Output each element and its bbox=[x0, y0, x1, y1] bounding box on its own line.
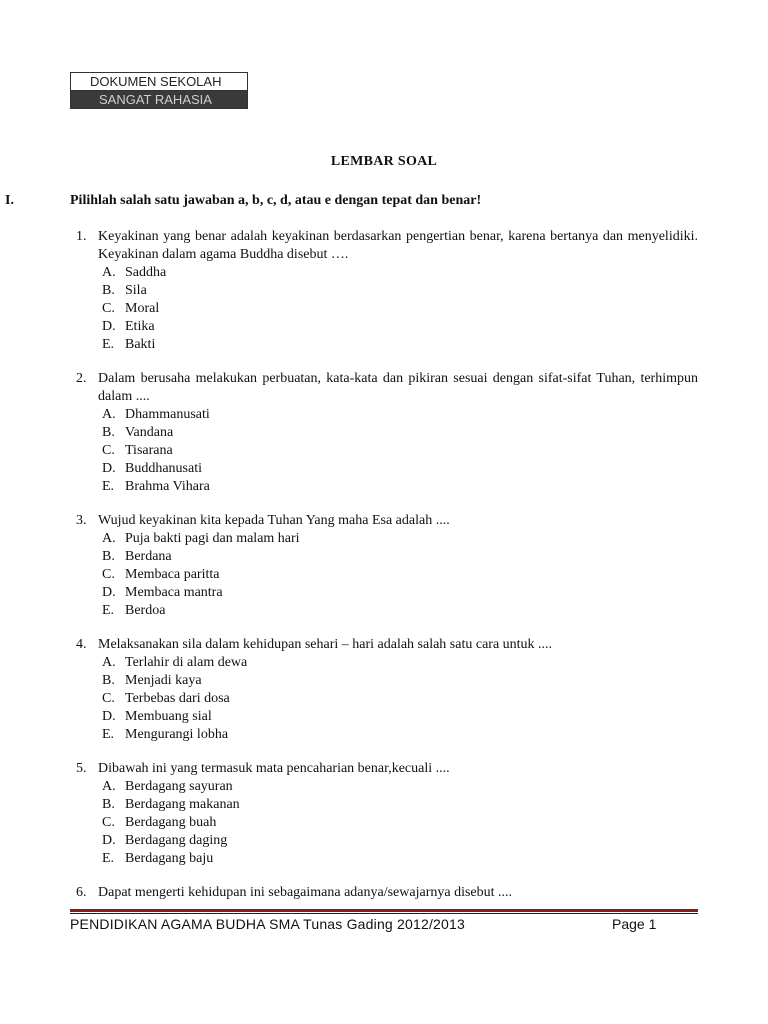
footer-divider-red bbox=[70, 909, 698, 912]
answer-option bbox=[0, 530, 768, 548]
option-text: Moral bbox=[125, 301, 160, 316]
question-text: Wujud keyakinan kita kepada Tuhan Yang maha Esa adalah .... bbox=[98, 513, 450, 528]
option-letter: A. bbox=[102, 531, 116, 546]
option-letter: C. bbox=[102, 443, 115, 458]
option-text: Mengurangi lobha bbox=[125, 727, 229, 742]
option-letter: A. bbox=[102, 265, 116, 280]
question-number: 3. bbox=[76, 513, 87, 528]
question-text: Dibawah ini yang termasuk mata pencaharian benar,kecuali .... bbox=[98, 761, 450, 776]
answer-options bbox=[0, 778, 768, 868]
answer-option bbox=[0, 282, 768, 300]
answer-options bbox=[0, 406, 768, 496]
question-item bbox=[0, 370, 768, 496]
option-text: Vandana bbox=[125, 425, 174, 440]
option-letter: B. bbox=[102, 549, 115, 564]
question-number: 2. bbox=[76, 371, 87, 386]
option-text: Puja bakti pagi dan malam hari bbox=[125, 531, 300, 546]
answer-option bbox=[0, 264, 768, 282]
option-text: Berdagang daging bbox=[125, 833, 228, 848]
answer-option bbox=[0, 654, 768, 672]
question-text: Dapat mengerti kehidupan ini sebagaimana adanya/sewajarnya disebut .... bbox=[98, 885, 513, 900]
option-text: Etika bbox=[125, 319, 155, 334]
answer-option bbox=[0, 300, 768, 318]
option-letter: C. bbox=[102, 567, 115, 582]
question-text: Melaksanakan sila dalam kehidupan sehari – hari adalah salah satu cara untuk .... bbox=[98, 637, 553, 652]
option-text: Brahma Vihara bbox=[125, 479, 210, 494]
page-title: LEMBAR SOAL bbox=[330, 154, 438, 169]
answer-options bbox=[0, 530, 768, 620]
option-letter: C. bbox=[102, 691, 115, 706]
option-text: Bakti bbox=[125, 337, 156, 352]
option-text: Menjadi kaya bbox=[125, 673, 202, 688]
answer-option bbox=[0, 406, 768, 424]
option-letter: B. bbox=[102, 425, 115, 440]
option-letter: A. bbox=[102, 655, 116, 670]
option-letter: B. bbox=[102, 283, 115, 298]
answer-option bbox=[0, 548, 768, 566]
option-text: Berdagang baju bbox=[125, 851, 214, 866]
answer-option bbox=[0, 726, 768, 744]
option-letter: E. bbox=[102, 727, 115, 742]
option-text: Tisarana bbox=[125, 443, 173, 458]
question-number: 1. bbox=[76, 229, 87, 244]
section-number: I. bbox=[5, 193, 14, 208]
question-item bbox=[0, 884, 768, 902]
option-letter: B. bbox=[102, 797, 115, 812]
answer-option bbox=[0, 850, 768, 868]
secret-label: SANGAT RAHASIA bbox=[71, 91, 247, 108]
option-text: Berdana bbox=[125, 549, 172, 564]
option-letter: C. bbox=[102, 301, 115, 316]
answer-option bbox=[0, 602, 768, 620]
answer-options bbox=[0, 654, 768, 744]
footer-title: PENDIDIKAN AGAMA BUDHA SMA Tunas Gading 2012/2013 bbox=[70, 916, 465, 932]
answer-option bbox=[0, 672, 768, 690]
option-text: Terbebas dari dosa bbox=[125, 691, 230, 706]
option-text: Saddha bbox=[125, 265, 167, 280]
answer-option bbox=[0, 478, 768, 496]
option-letter: C. bbox=[102, 815, 115, 830]
option-letter: E. bbox=[102, 337, 115, 352]
question-number: 5. bbox=[76, 761, 87, 776]
option-letter: E. bbox=[102, 479, 115, 494]
question-text: Dalam berusaha melakukan perbuatan, kata-kata dan pikiran sesuai dengan sifat-sifat Tuhan, terhimpun dalam .... bbox=[98, 371, 698, 404]
question-text: Keyakinan yang benar adalah keyakinan berdasarkan pengertian benar, karena bertanya dan menyelidiki. Keyakinan dalam agama Buddha disebut …. bbox=[98, 229, 698, 262]
option-letter: D. bbox=[102, 585, 116, 600]
answer-option bbox=[0, 814, 768, 832]
option-text: Berdoa bbox=[125, 603, 166, 618]
answer-option bbox=[0, 690, 768, 708]
answer-option bbox=[0, 778, 768, 796]
option-text: Membuang sial bbox=[125, 709, 212, 724]
question-number: 4. bbox=[76, 637, 87, 652]
section-instruction: Pilihlah salah satu jawaban a, b, c, d, atau e dengan tepat dan benar! bbox=[70, 193, 482, 208]
answer-option bbox=[0, 708, 768, 726]
option-text: Terlahir di alam dewa bbox=[125, 655, 248, 670]
question-item bbox=[0, 636, 768, 744]
question-number: 6. bbox=[76, 885, 87, 900]
option-letter: E. bbox=[102, 851, 115, 866]
answer-option bbox=[0, 460, 768, 478]
answer-option bbox=[0, 566, 768, 584]
page-number: Page 1 bbox=[612, 916, 657, 932]
option-text: Sila bbox=[125, 283, 147, 298]
option-letter: D. bbox=[102, 709, 116, 724]
option-text: Berdagang sayuran bbox=[125, 779, 233, 794]
option-letter: E. bbox=[102, 603, 115, 618]
question-item bbox=[0, 760, 768, 868]
answer-option bbox=[0, 832, 768, 850]
option-letter: B. bbox=[102, 673, 115, 688]
option-text: Buddhanusati bbox=[125, 461, 202, 476]
option-letter: A. bbox=[102, 779, 116, 794]
question-item bbox=[0, 512, 768, 620]
question-list bbox=[0, 228, 768, 918]
option-text: Berdagang buah bbox=[125, 815, 217, 830]
option-letter: D. bbox=[102, 319, 116, 334]
answer-option bbox=[0, 336, 768, 354]
document-label: DOKUMEN SEKOLAH bbox=[71, 73, 247, 91]
answer-option bbox=[0, 796, 768, 814]
answer-options bbox=[0, 264, 768, 354]
answer-option bbox=[0, 424, 768, 442]
answer-option bbox=[0, 318, 768, 336]
option-letter: A. bbox=[102, 407, 116, 422]
option-letter: D. bbox=[102, 461, 116, 476]
classification-box bbox=[70, 72, 248, 109]
answer-option bbox=[0, 584, 768, 602]
option-text: Membaca paritta bbox=[125, 567, 220, 582]
option-text: Membaca mantra bbox=[125, 585, 223, 600]
option-text: Berdagang makanan bbox=[125, 797, 240, 812]
question-item bbox=[0, 228, 768, 354]
option-text: Dhammanusati bbox=[125, 407, 210, 422]
option-letter: D. bbox=[102, 833, 116, 848]
answer-option bbox=[0, 442, 768, 460]
footer-divider-black bbox=[70, 913, 698, 914]
